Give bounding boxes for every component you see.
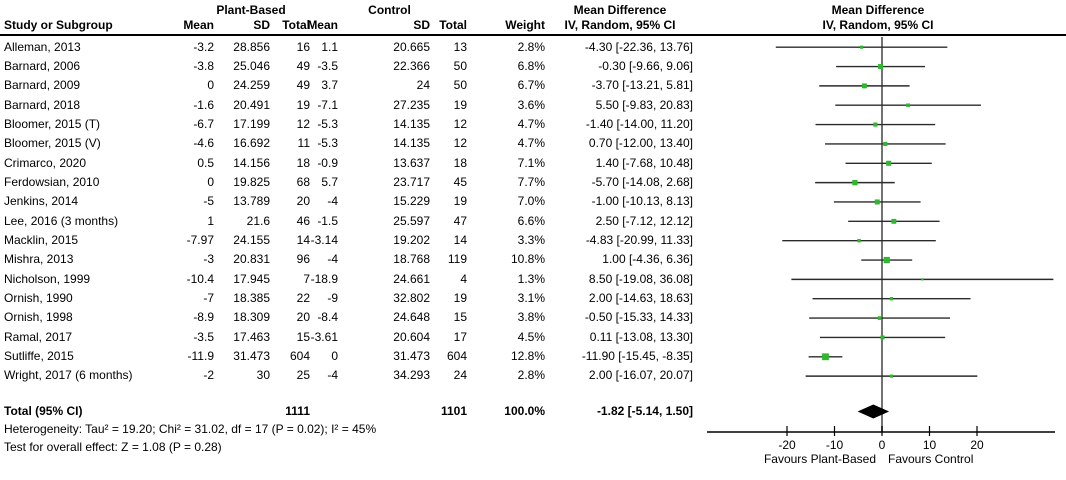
ci-text: -3.70 [-13.21, 5.81] (591, 78, 693, 93)
summary-diamond (858, 405, 890, 419)
plant-sd: 20.831 (233, 252, 270, 267)
plant-sd: 18.309 (233, 310, 270, 325)
study-point-marker (906, 103, 910, 107)
control-sd: 24.661 (393, 271, 430, 286)
weight-value: 4.7% (517, 136, 545, 151)
control-sd: 31.473 (393, 349, 430, 364)
table-row (0, 231, 700, 250)
study-label: Total (95% CI) (4, 404, 83, 418)
plant-sd: 18.385 (233, 291, 270, 306)
ci-text: -4.83 [-20.99, 11.33] (585, 233, 693, 247)
study-point-marker (878, 64, 883, 69)
x-axis-tick-label: -10 (825, 438, 844, 452)
column-header-study: Study or Subgroup (4, 18, 113, 32)
control-total: 47 (453, 213, 467, 228)
control-total: 15 (453, 310, 467, 325)
favours-left-label: Favours Plant-Based (763, 452, 876, 466)
study-point-marker (886, 161, 891, 166)
study-label: Barnard, 2006 (4, 58, 81, 73)
weight-value: 7.0% (517, 194, 545, 209)
x-axis-tick-label: -20 (778, 438, 796, 452)
study-point-marker (884, 257, 890, 263)
weight-value: 6.8% (517, 58, 545, 73)
ci-text: -5.70 [-14.08, 2.68] (591, 174, 693, 189)
study-point-marker (878, 316, 882, 320)
control-sd: 23.717 (393, 174, 430, 189)
table-row (0, 192, 700, 211)
study-label: Bloomer, 2015 (T) (4, 116, 101, 131)
plant-total: 15 (296, 329, 310, 344)
ci-text: 1.00 [-4.36, 6.36] (602, 252, 693, 267)
table-row (0, 38, 700, 57)
control-sd: 14.135 (393, 136, 430, 151)
column-header-mean-plant: Mean (183, 18, 214, 32)
table-row-total (0, 402, 700, 421)
plant-mean: -11.9 (187, 349, 214, 364)
overall-effect-test: Test for overall effect: Z = 1.08 (P = 0.28) (4, 440, 222, 454)
control-sd: 22.366 (393, 58, 430, 73)
study-label: Nicholson, 1999 (4, 271, 91, 286)
control-total: 14 (453, 233, 467, 247)
weight-value: 3.6% (517, 97, 545, 112)
study-label: Alleman, 2013 (4, 39, 81, 54)
plant-mean: 1 (207, 213, 214, 228)
plant-total: 14 (296, 233, 310, 247)
plant-total: 16 (296, 39, 310, 54)
ci-text: 1.40 [-7.68, 10.48] (595, 155, 693, 170)
control-sd: 13.637 (393, 155, 430, 170)
control-sd: 20.665 (393, 39, 430, 54)
control-mean: -3.61 (310, 329, 338, 344)
control-total: 19 (453, 194, 467, 209)
control-sd: 18.768 (393, 252, 430, 267)
study-label: Jenkins, 2014 (4, 194, 79, 209)
column-header-sd-plant: SD (253, 18, 270, 32)
study-label: Sutliffe, 2015 (4, 349, 74, 364)
plant-total: 68 (296, 174, 310, 189)
table-row (0, 250, 700, 269)
plant-sd: 17.463 (233, 329, 270, 344)
control-total: 19 (453, 97, 467, 112)
column-header-total-plant: Total (282, 18, 310, 32)
plant-mean: -7 (203, 291, 214, 306)
study-label: Barnard, 2018 (4, 97, 81, 112)
column-group-plant-based: Plant-Based (216, 3, 286, 17)
study-label: Ornish, 1998 (4, 310, 73, 325)
control-mean: -4 (327, 194, 338, 209)
study-label: Barnard, 2009 (4, 78, 81, 93)
column-group-control: Control (368, 3, 411, 17)
ci-text: -1.00 [-10.13, 8.13] (591, 194, 693, 209)
weight-value: 7.1% (517, 155, 545, 170)
control-total: 604 (446, 349, 467, 364)
plant-sd: 30 (256, 368, 270, 383)
column-header-weight: Weight (505, 18, 545, 32)
weight-value: 100.0% (504, 404, 545, 418)
table-row (0, 366, 700, 385)
plant-sd: 31.473 (233, 349, 270, 364)
table-row (0, 173, 700, 192)
table-row (0, 289, 700, 308)
ci-text: 2.50 [-7.12, 12.12] (595, 213, 693, 228)
ci-text: -1.40 [-14.00, 11.20] (585, 116, 693, 131)
x-axis-tick-label: 10 (922, 438, 937, 452)
plant-total: 96 (296, 252, 310, 267)
control-total: 4 (460, 271, 467, 286)
ci-text: 0.70 [-12.00, 13.40] (588, 136, 693, 151)
plant-total: 25 (296, 368, 310, 383)
column-header-sd-control: SD (413, 18, 430, 32)
plant-sd: 20.491 (233, 97, 270, 112)
control-mean: -8.4 (317, 310, 338, 325)
table-row (0, 154, 700, 173)
plant-total: 20 (296, 310, 310, 325)
control-sd: 15.229 (393, 194, 430, 209)
weight-value: 2.8% (517, 39, 545, 54)
ci-text: 5.50 [-9.83, 20.83] (595, 97, 693, 112)
weight-value: 7.7% (517, 174, 545, 189)
control-total: 119 (447, 252, 467, 267)
plant-sd: 14.156 (233, 155, 270, 170)
study-label: Ferdowsian, 2010 (4, 174, 100, 189)
control-total: 12 (453, 116, 467, 131)
weight-value: 3.8% (517, 310, 545, 325)
plant-sd: 16.692 (233, 136, 270, 151)
control-mean: 1.1 (321, 39, 338, 54)
plant-mean: -1.6 (193, 97, 214, 112)
ci-text: 0.11 [-13.08, 13.30] (589, 329, 693, 344)
plant-mean: -3.8 (193, 58, 214, 73)
plant-total: 49 (296, 58, 310, 73)
control-sd: 27.235 (393, 97, 430, 112)
control-sd: 25.597 (393, 213, 430, 228)
weight-value: 6.7% (517, 78, 545, 93)
study-label: Macklin, 2015 (4, 233, 79, 247)
control-total: 50 (453, 58, 467, 73)
control-total: 13 (453, 39, 467, 54)
plant-total: 7 (303, 271, 310, 286)
study-point-marker (852, 180, 857, 185)
study-point-marker (875, 199, 880, 204)
ci-text: -0.50 [-15.33, 14.33] (584, 310, 693, 325)
header-divider-rule (0, 34, 1066, 36)
weight-value: 2.8% (517, 368, 545, 383)
plant-total: 20 (296, 194, 310, 209)
control-mean: -9 (327, 291, 338, 306)
study-point-marker (862, 83, 867, 88)
control-mean: -18.9 (310, 271, 338, 286)
control-mean: -4 (327, 368, 338, 383)
study-label: Ramal, 2017 (4, 329, 73, 344)
plant-total: 46 (296, 213, 310, 228)
plant-mean: -7.97 (186, 233, 214, 247)
control-mean: -4 (327, 252, 338, 267)
table-row (0, 96, 700, 115)
plant-mean: -3.2 (193, 39, 214, 54)
x-axis-tick-label: 20 (970, 438, 984, 452)
weight-value: 1.3% (517, 271, 545, 286)
control-mean: 3.7 (321, 78, 338, 93)
control-total: 19 (453, 291, 467, 306)
plant-mean: -3.5 (193, 329, 214, 344)
weight-value: 12.8% (510, 349, 545, 364)
study-point-marker (881, 335, 885, 339)
control-total: 18 (453, 155, 467, 170)
plant-total: 604 (289, 349, 310, 364)
ci-text: 2.00 [-14.63, 18.63] (588, 291, 693, 306)
study-point-marker (890, 297, 893, 300)
table-row (0, 57, 700, 76)
table-row (0, 212, 700, 231)
study-label: Ornish, 1990 (4, 291, 73, 306)
table-row (0, 347, 700, 366)
plant-sd: 19.825 (233, 174, 270, 189)
plant-mean: 0.5 (197, 155, 214, 170)
control-mean: -3.14 (310, 233, 338, 247)
control-mean: -5.3 (317, 116, 338, 131)
control-mean: -5.3 (317, 136, 338, 151)
control-sd: 24 (416, 78, 430, 93)
study-point-marker (873, 123, 877, 127)
study-point-marker (890, 375, 893, 378)
plant-total: 11 (297, 136, 310, 151)
x-axis-tick-label: 0 (878, 438, 886, 452)
study-label: Mishra, 2013 (4, 252, 74, 267)
heterogeneity-stats: Heterogeneity: Tau² = 19.20; Chi² = 31.02, df = 17 (P = 0.02); I² = 45% (4, 422, 377, 436)
control-total: 17 (453, 329, 467, 344)
control-sd: 32.802 (393, 291, 430, 306)
plant-total: 1111 (285, 404, 310, 418)
column-header-mean-control: Mean (307, 18, 338, 32)
plant-sd: 24.155 (233, 233, 270, 247)
plant-sd: 13.789 (233, 194, 270, 209)
plant-sd: 28.856 (233, 39, 270, 54)
control-mean: -7.1 (317, 97, 338, 112)
control-sd: 34.293 (393, 368, 430, 383)
weight-value: 6.6% (517, 213, 545, 228)
plant-mean: 0 (207, 78, 214, 93)
plant-total: 18 (296, 155, 310, 170)
column-header-method: IV, Random, 95% CI (564, 18, 676, 32)
plant-sd: 17.945 (233, 271, 270, 286)
plant-total: 19 (296, 97, 310, 112)
study-point-marker (883, 142, 887, 146)
control-sd: 20.604 (393, 329, 430, 344)
table-row (0, 308, 700, 327)
study-label: Lee, 2016 (3 months) (4, 213, 119, 228)
favours-right-label: Favours Control (888, 452, 974, 466)
control-mean: 5.7 (321, 174, 338, 189)
study-point-marker (921, 278, 923, 280)
control-total: 24 (453, 368, 467, 383)
table-row (0, 134, 700, 153)
plant-mean: -8.9 (193, 310, 214, 325)
ci-text: -0.30 [-9.66, 9.06] (598, 58, 693, 73)
control-total: 45 (453, 174, 467, 189)
weight-value: 10.8% (510, 252, 545, 267)
plant-mean: -10.4 (186, 271, 214, 286)
study-point-marker (891, 219, 896, 224)
column-group-mean-difference: Mean Difference (573, 3, 667, 17)
ci-text: 8.50 [-19.08, 36.08] (588, 271, 693, 286)
plant-sd: 24.259 (233, 78, 270, 93)
plant-mean: -2 (203, 368, 214, 383)
plant-total: 49 (296, 78, 310, 93)
control-mean: 0 (331, 349, 338, 364)
study-point-marker (857, 239, 860, 242)
plant-sd: 25.046 (233, 58, 270, 73)
plant-sd: 21.6 (246, 213, 270, 228)
control-mean: -0.9 (317, 155, 338, 170)
control-mean: -3.5 (317, 58, 338, 73)
study-label: Crimarco, 2020 (4, 155, 87, 170)
ci-text: -11.90 [-15.45, -8.35] (581, 349, 693, 364)
weight-value: 3.1% (517, 291, 545, 306)
control-total: 50 (453, 78, 467, 93)
study-point-marker (822, 353, 829, 360)
study-point-marker (860, 46, 863, 49)
ci-text: -4.30 [-22.36, 13.76] (584, 39, 693, 54)
plot-title-mean-difference: Mean Difference (831, 3, 925, 17)
column-header-total-control: Total (439, 18, 467, 32)
plant-mean: -3 (203, 252, 214, 267)
control-total: 1101 (440, 404, 467, 418)
plant-total: 12 (296, 116, 310, 131)
weight-value: 4.7% (517, 116, 545, 131)
table-row (0, 76, 700, 95)
weight-value: 3.3% (517, 233, 545, 247)
control-sd: 24.648 (393, 310, 430, 325)
ci-text: -1.82 [-5.14, 1.50] (596, 404, 693, 418)
control-sd: 19.202 (393, 233, 430, 247)
control-total: 12 (453, 136, 467, 151)
weight-value: 4.5% (517, 329, 545, 344)
ci-text: 2.00 [-16.07, 20.07] (588, 368, 693, 383)
control-mean: -1.5 (317, 213, 338, 228)
plot-header-method: IV, Random, 95% CI (822, 18, 934, 32)
study-label: Wright, 2017 (6 months) (4, 368, 133, 383)
plant-total: 22 (296, 291, 310, 306)
table-row (0, 328, 700, 347)
plant-mean: 0 (207, 174, 214, 189)
study-label: Bloomer, 2015 (V) (4, 136, 101, 151)
table-row (0, 270, 700, 289)
control-sd: 14.135 (393, 116, 430, 131)
table-row (0, 115, 700, 134)
plant-mean: -4.6 (193, 136, 214, 151)
plant-mean: -5 (203, 194, 214, 209)
plant-sd: 17.199 (233, 116, 270, 131)
plant-mean: -6.7 (193, 116, 214, 131)
